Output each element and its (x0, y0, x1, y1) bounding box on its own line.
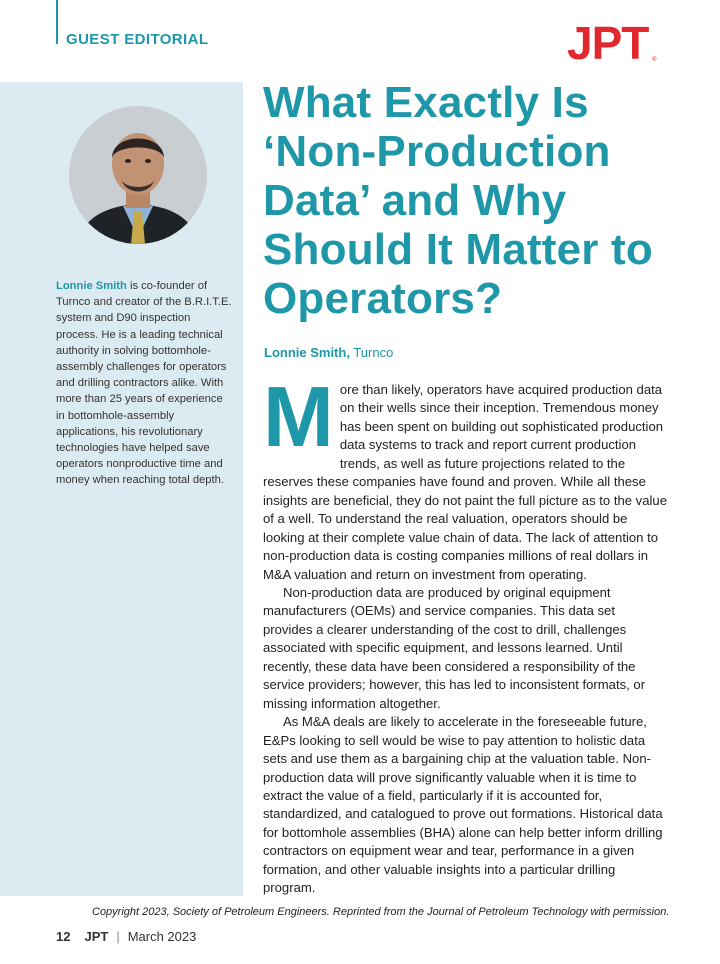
author-photo-icon (69, 106, 207, 244)
section-label: GUEST EDITORIAL (66, 31, 209, 48)
footer-publication: JPT (84, 929, 109, 944)
drop-cap: M (263, 370, 334, 465)
copyright-notice: Copyright 2023, Society of Petroleum Engineers. Reprinted from the Journal of Petroleum Technology with permission. (92, 906, 670, 918)
footer-separator: | (116, 929, 120, 944)
footer-issue: March 2023 (127, 929, 197, 944)
bio-text: is co-founder of Turnco and creator of the B.R.I.T.E. system and D90 inspection process. He is a leading technical authority in solving bottomhole-assembly challenges for operators and drilling contractors alike. With more than 25 years of experience in bottomhole-assembly applications, his revolutionary technologies have helped save operators nonproductive time and money when reaching total depth. (56, 280, 232, 487)
paragraph-2: Non-production data are produced by original equipment manufacturers (OEMs) and service companies. This data set provides a clearer understanding of the cost to drill, challenges associated with specific equipment, and lessons learned. Until recently, these data have been considered a responsibility of the service providers; however, this has led to inconsistent formats, or missing information altogether. (263, 584, 646, 711)
page-footer (56, 929, 196, 944)
byline (264, 345, 393, 360)
article-title: What Exactly Is ‘Non-Production Data’ and Why Should It Matter to Operators? (263, 78, 653, 323)
paragraph-3: As M&A deals are likely to accelerate in the foreseeable future, E&Ps looking to sell would be wise to pay attention to holistic data sets and use them as a bargaining chip at the valuation table. Non-production data will prove significantly valuable when it is time to extract the value of a field, particularly if it is accounted for, standardized, and catalogued to prove out formations. Historical data for bottomhole assemblies (BHA) alone can help better inform drilling contractors on equipment wear and tear, performance in a given formation, and other valuable insights into a particular drilling program. (263, 714, 663, 896)
bio-author-name: Lonnie Smith (56, 280, 127, 292)
jpt-logo: JPT (567, 17, 649, 69)
paragraph-1: ore than likely, operators have acquired production data on their wells since their inception. Tremendous money has been spent on building out sophisticated production data systems to track and report current production trends, as well as future projections related to the reserves these companies have found and proven. While all these insights are beneficial, they do not paint the full picture as to the value of a well. To understand the real valuation, operators should be looking at their complete value chain of data. The lack of attention to non-production data is costing companies millions of real dollars in M&A valuation and return on investment from operating. (263, 382, 667, 582)
author-portrait (69, 106, 207, 244)
article-body (263, 370, 668, 898)
author-bio (56, 278, 234, 489)
byline-company: Turnco (349, 345, 394, 360)
header-accent-line (56, 0, 58, 44)
byline-author: Lonnie Smith, (264, 345, 350, 360)
page-number: 12 (56, 929, 71, 944)
registered-mark: ® (652, 57, 657, 63)
